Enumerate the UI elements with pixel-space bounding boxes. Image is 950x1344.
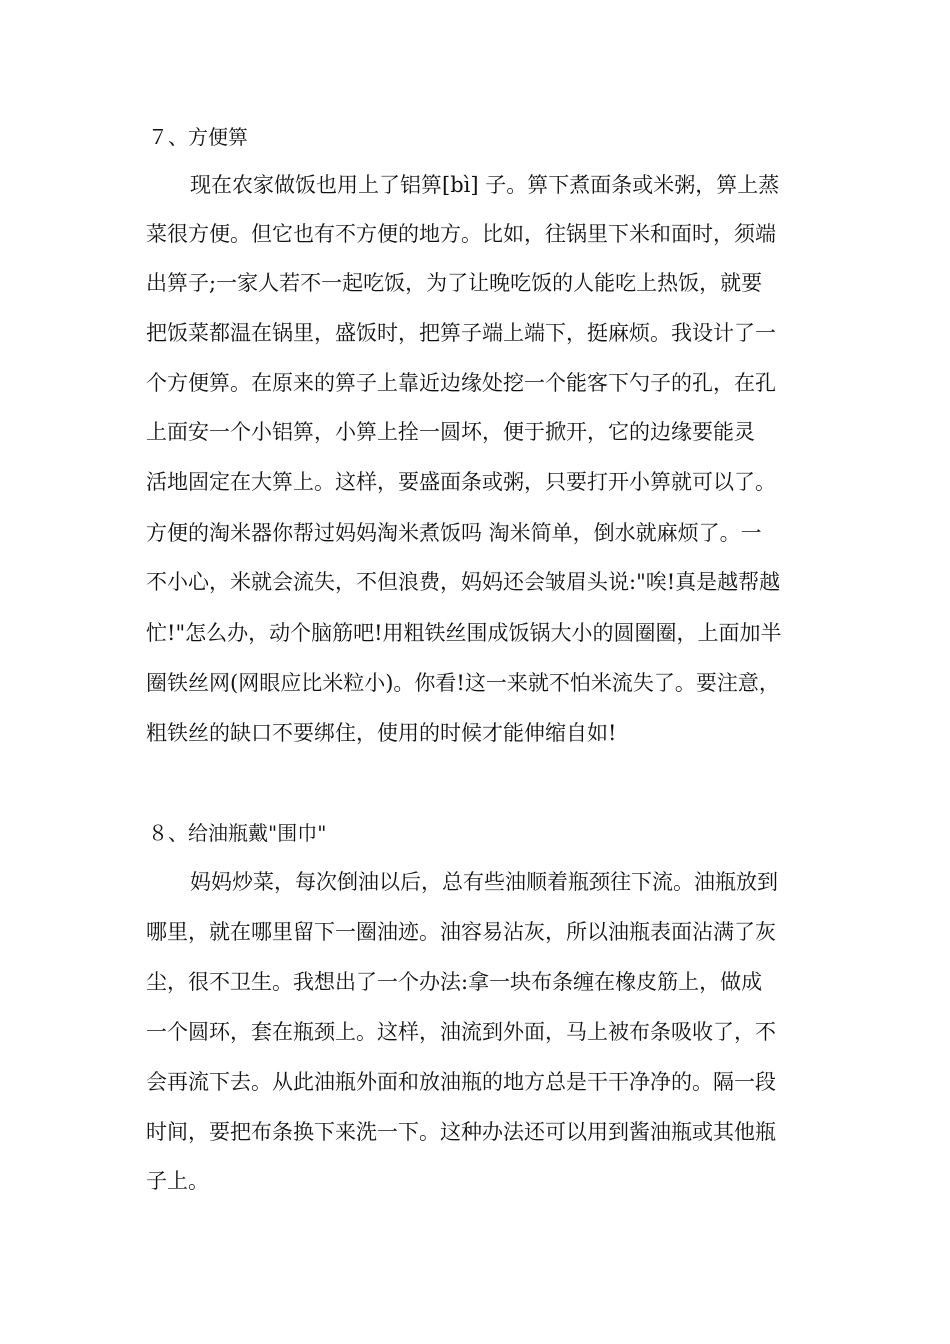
section-8-line-6: 时间，要把布条换下来洗一下。这种办法还可以用到酱油瓶或其他瓶 bbox=[146, 1120, 776, 1144]
section-7-line-5: 个方便箅。在原来的箅子上靠近边缘处挖一个能客下勺子的孔，在孔 bbox=[146, 371, 776, 395]
section-7-line-9: 不小心，米就会流失，不但浪费，妈妈还会皱眉头说:"唉!真是越帮越 bbox=[146, 570, 781, 594]
section-7-line-4: 把饭菜都温在锅里，盛饭时，把箅子端上端下，挺麻烦。我设计了一 bbox=[146, 321, 776, 345]
section-8-line-5: 会再流下去。从此油瓶外面和放油瓶的地方总是干干净净的。隔一段 bbox=[146, 1070, 776, 1094]
section-7-line-3: 出箅子;一家人若不一起吃饭，为了让晚吃饭的人能吃上热饭，就要 bbox=[146, 271, 763, 295]
section-8-line-3: 尘，很不卫生。我想出了一个办法:拿一块布条缠在橡皮筋上，做成 bbox=[146, 970, 763, 994]
section-8-line-7: 子上。 bbox=[146, 1169, 209, 1193]
section-8-line-1: 妈妈炒菜，每次倒油以后，总有些油顺着瓶颈往下流。油瓶放到 bbox=[190, 870, 778, 894]
section-7-line-6: 上面安一个小铝箅，小箅上拴一圆坏，便于掀开，它的边缘要能灵 bbox=[146, 420, 755, 444]
section-7-line-11: 圈铁丝网(网眼应比米粒小)。你看!这一来就不怕米流失了。要注意， bbox=[146, 671, 780, 695]
section-7-line-8: 方便的淘米器你帮过妈妈淘米煮饭吗 淘米简单，倒水就麻烦了。一 bbox=[146, 521, 762, 545]
section-8-line-4: 一个圆环，套在瓶颈上。这样，油流到外面，马上被布条吸收了，不 bbox=[146, 1020, 776, 1044]
section-7-line-7: 活地固定在大箅上。这样，要盛面条或粥，只要打开小箅就可以了。 bbox=[146, 470, 776, 494]
section-7-line-10: 忙!"怎么办，动个脑筋吧!用粗铁丝围成饭锅大小的圆圈圈，上面加半 bbox=[146, 621, 782, 645]
section-8-heading: ８、给油瓶戴"围巾" bbox=[148, 821, 327, 845]
section-8-line-2: 哪里，就在哪里留下一圈油迹。油容易沾灰，所以油瓶表面沾满了灰 bbox=[146, 920, 776, 944]
section-7-line-2: 菜很方便。但它也有不方便的地方。比如，往锅里下米和面时，须端 bbox=[146, 222, 776, 246]
section-7-line-12: 粗铁丝的缺口不要绑住，使用的时候才能伸缩自如! bbox=[146, 721, 617, 745]
section-7-line-1: 现在农家做饭也用上了铝箅[bì] 子。箅下煮面条或米粥，箅上蒸 bbox=[190, 173, 780, 197]
section-7-heading: ７、方便箅 bbox=[148, 125, 248, 149]
